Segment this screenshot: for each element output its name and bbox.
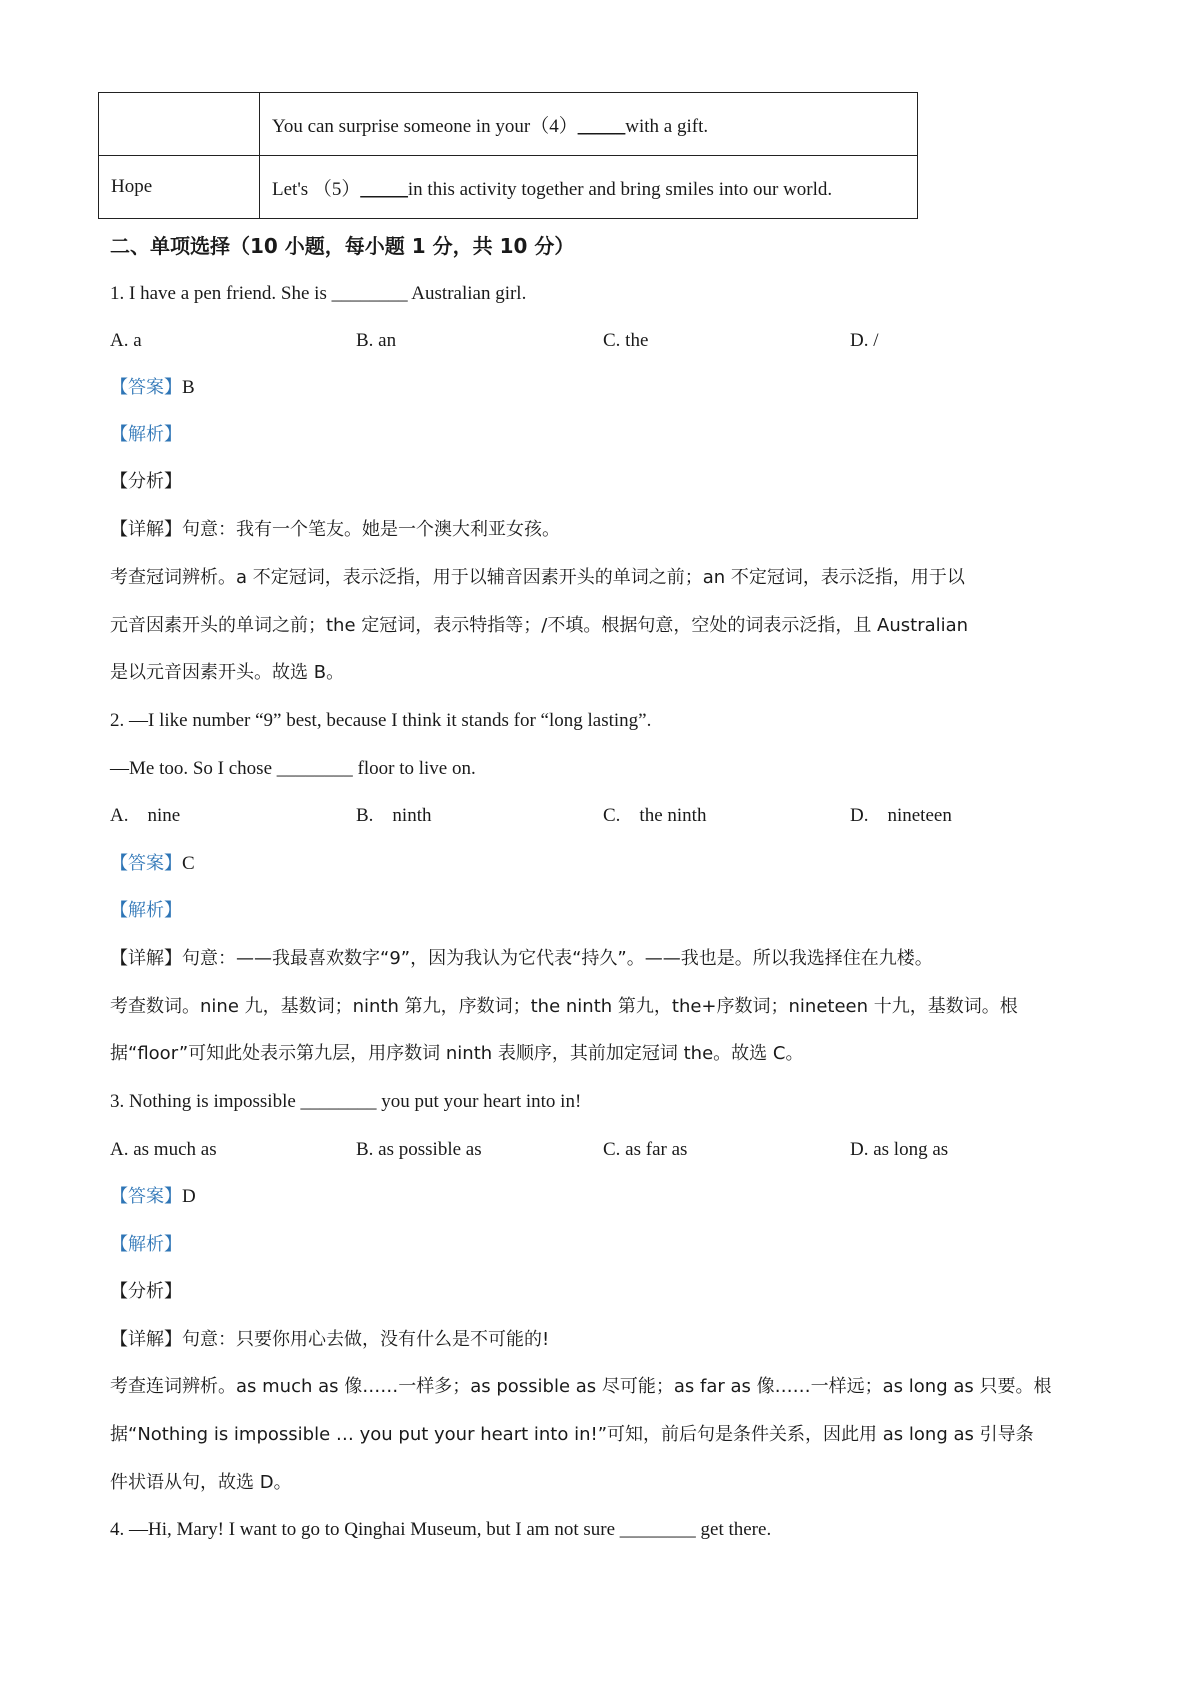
q1-explanation-line-2: 元音因素开头的单词之前；the 定冠词，表示特指等；/不填。根据句意，空处的词表示泛指，且 Australian — [110, 615, 969, 636]
q2-option-b[interactable]: B. ninth — [356, 805, 432, 826]
q3-stem: 3. Nothing is impossible ________ you put your heart into in! — [110, 1091, 582, 1112]
section-title: 二、单项选择（10 小题，每小题 1 分，共 10 分） — [110, 234, 575, 258]
q1-fenxi-label: 【分析】 — [110, 471, 182, 492]
q1-explanation-line-3: 是以元音因素开头。故选 B。 — [110, 662, 345, 683]
q2-answer: 【答案】C — [110, 853, 195, 874]
table-row — [99, 93, 918, 156]
q3-option-d[interactable]: D. as long as — [850, 1139, 949, 1160]
q2-option-c[interactable]: C. the ninth — [603, 805, 707, 826]
q3-detail: 【详解】句意：只要你用心去做，没有什么是不可能的! — [110, 1329, 550, 1350]
q3-option-a[interactable]: A. as much as — [110, 1139, 217, 1160]
q3-fenxi-label: 【分析】 — [110, 1281, 182, 1302]
q1-analysis-label: 【解析】 — [110, 424, 182, 445]
q1-option-c[interactable]: C. the — [603, 330, 649, 351]
table-row — [99, 156, 918, 219]
q2-explanation-line-2: 据“floor”可知此处表示第九层，用序数词 ninth 表顺序，其前加定冠词 the。故选 C。 — [110, 1043, 804, 1064]
q2-analysis-label: 【解析】 — [110, 900, 182, 921]
table-cell-content: You can surprise someone in your（4）_____with a gift. — [260, 93, 918, 156]
q4-stem: 4. —Hi, Mary! I want to go to Qinghai Museum, but I am not sure ________ get there. — [110, 1519, 772, 1540]
table-cell-content: Let's （5）_____in this activity together and bring smiles into our world. — [260, 156, 918, 219]
fill-in-table — [98, 92, 918, 219]
q3-explanation-line-3: 件状语从句，故选 D。 — [110, 1472, 292, 1493]
q3-answer: 【答案】D — [110, 1186, 196, 1207]
q1-option-b[interactable]: B. an — [356, 330, 397, 351]
q3-option-c[interactable]: C. as far as — [603, 1139, 688, 1160]
q2-stem-line-2: —Me too. So I chose ________ floor to live on. — [110, 758, 476, 779]
q2-option-a[interactable]: A. nine — [110, 805, 181, 826]
q1-answer: 【答案】B — [110, 377, 195, 398]
q3-explanation-line-1: 考查连词辨析。as much as 像……一样多；as possible as 尽可能；as far as 像……一样远；as long as 只要。根 — [110, 1376, 1052, 1397]
q2-explanation-line-1: 考查数词。nine 九，基数词；ninth 第九，序数词；the ninth 第九，the+序数词；nineteen 十九，基数词。根 — [110, 996, 1018, 1017]
q3-explanation-line-2: 据“Nothing is impossible … you put your heart into in!”可知，前后句是条件关系，因此用 as long as 引导条 — [110, 1424, 1034, 1445]
q1-option-a[interactable]: A. a — [110, 330, 142, 351]
q2-stem-line-1: 2. —I like number “9” best, because I think it stands for “long lasting”. — [110, 710, 652, 731]
table-cell-label: Hope — [99, 156, 260, 219]
q3-option-b[interactable]: B. as possible as — [356, 1139, 482, 1160]
q2-option-d[interactable]: D. nineteen — [850, 805, 952, 826]
q1-stem: 1. I have a pen friend. She is ________ Australian girl. — [110, 283, 527, 304]
blank-4[interactable]: _____ — [577, 115, 626, 137]
q3-analysis-label: 【解析】 — [110, 1234, 182, 1255]
blank-5[interactable]: _____ — [360, 178, 408, 200]
table-cell-label — [99, 93, 260, 156]
q2-detail: 【详解】句意：——我最喜欢数字“9”，因为我认为它代表“持久”。——我也是。所以我选择住在九楼。 — [110, 948, 933, 969]
q1-detail: 【详解】句意：我有一个笔友。她是一个澳大利亚女孩。 — [110, 519, 560, 540]
q1-option-d[interactable]: D. / — [850, 330, 879, 351]
q1-explanation-line-1: 考查冠词辨析。a 不定冠词，表示泛指，用于以辅音因素开头的单词之前；an 不定冠词，表示泛指，用于以 — [110, 567, 965, 588]
